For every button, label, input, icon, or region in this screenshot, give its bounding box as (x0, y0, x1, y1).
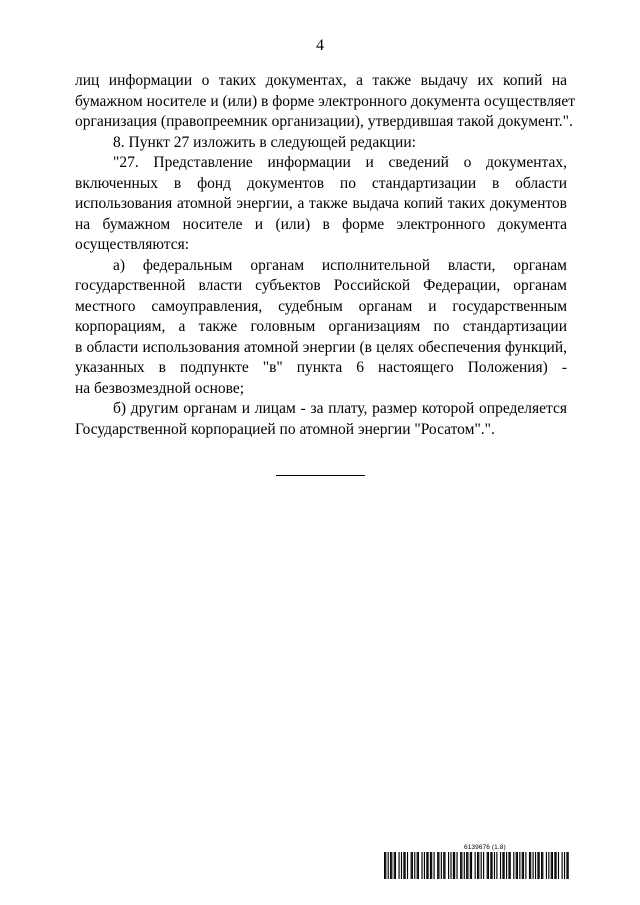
barcode-bar (488, 852, 489, 879)
barcode-bar (441, 852, 442, 879)
paragraph-subpoint-b (75, 399, 567, 440)
barcode-bar (454, 852, 455, 879)
barcode-bar (522, 852, 523, 879)
paragraph-item-8 (75, 133, 567, 154)
barcode-bar (421, 852, 422, 879)
barcode-bar (552, 852, 553, 879)
barcode-bar (525, 852, 526, 879)
barcode-bar (437, 852, 438, 879)
barcode-bar (466, 852, 467, 879)
text-line: на безвозмездной основе; (75, 379, 245, 397)
barcode-bar (566, 852, 567, 879)
page-number: 4 (316, 37, 324, 54)
text-line: б) другим органам и лицам - за плату, размер которой определяется (113, 400, 567, 417)
barcode-bar (510, 852, 511, 879)
barcode-bar (504, 852, 505, 879)
barcode-bar (411, 852, 412, 879)
barcode-bar (438, 852, 439, 879)
barcode-bar (500, 852, 501, 879)
text-line: в области использования атомной энергии (в целях обеспечения функций, (75, 338, 567, 356)
barcode-bar (427, 852, 428, 879)
text-line: организация (правопреемник организации), утвердившая такой документ.". (75, 113, 573, 130)
text-line: местного самоуправления, судебным органам и государственным (75, 297, 567, 315)
barcode-bar (414, 852, 415, 879)
barcode-bar (471, 852, 472, 879)
barcode-bar (477, 852, 478, 879)
barcode-bar (558, 852, 559, 879)
barcode-bar (405, 852, 406, 879)
barcode-bar (450, 852, 451, 879)
barcode-bar (388, 852, 389, 879)
barcode-bar (542, 852, 543, 879)
barcode-bar (523, 852, 524, 879)
barcode-bar (490, 852, 491, 879)
document-body (75, 71, 576, 440)
text-line: "27. Представление информации и сведений о документах, (113, 154, 567, 171)
barcode-bar (384, 852, 385, 879)
text-line: указанных в подпункте "в" пункта 6 настоящего Положения) - (75, 359, 567, 376)
barcode-bar (529, 852, 530, 879)
barcode-bar (385, 852, 386, 879)
barcode-bar (556, 852, 557, 879)
barcode-bar (487, 852, 488, 879)
barcode-bar (448, 852, 449, 879)
barcode-bar (464, 852, 465, 879)
barcode-bar (444, 852, 445, 879)
barcode-bar (551, 852, 552, 879)
barcode-bar (394, 852, 395, 879)
barcode-bar (426, 852, 427, 879)
barcode-bar (530, 852, 531, 879)
text-line: лиц информации о таких документах, а также выдачу их копий на (75, 72, 567, 89)
barcode-bar (517, 852, 518, 879)
text-line: а) федеральным органам исполнительной власти, органам (113, 256, 567, 274)
barcode-bar (470, 852, 471, 879)
barcode-bar (475, 852, 476, 879)
barcode-bar (461, 852, 462, 879)
text-line: на бумажном носителе и (или) в форме электронного документа (75, 215, 567, 233)
barcode-bar (391, 852, 392, 879)
barcode-bar (430, 852, 431, 879)
barcode-bar (513, 852, 514, 879)
end-divider (276, 475, 365, 476)
barcode-bar (494, 852, 495, 879)
barcode-bar (460, 852, 461, 879)
barcode-bar (533, 852, 534, 879)
barcode-bar (554, 852, 555, 879)
barcode-caption: 6139676 (1.8) (464, 844, 506, 851)
barcode (384, 852, 570, 879)
barcode-bar (418, 852, 419, 879)
barcode-bar (564, 852, 565, 879)
paragraph-continuation (75, 71, 576, 133)
text-line: государственной власти субъектов Российской Федерации, органам (75, 277, 567, 294)
text-line: осуществляются: (75, 236, 190, 253)
barcode-bar (541, 852, 542, 879)
barcode-bar (456, 852, 457, 879)
barcode-bar (412, 852, 413, 879)
barcode-bar (539, 852, 540, 879)
barcode-bar (537, 852, 538, 879)
barcode-bar (516, 852, 517, 879)
text-line: использования атомной энергии, а также выдача копий таких документов (75, 195, 567, 212)
barcode-bar (407, 852, 408, 879)
barcode-bar (434, 852, 435, 879)
paragraph-subpoint-a (75, 256, 567, 400)
barcode-bar (395, 852, 396, 879)
barcode-bar (506, 852, 507, 879)
barcode-bar (546, 852, 547, 879)
barcode-bar (568, 852, 569, 879)
paragraph-point-27 (75, 153, 567, 256)
barcode-bar (443, 852, 444, 879)
barcode-bar (431, 852, 432, 879)
barcode-bar (483, 852, 484, 879)
barcode-bar (481, 852, 482, 879)
barcode-bar (417, 852, 418, 879)
barcode-bar (562, 852, 563, 879)
text-line: корпорациям, а также головным организациям по стандартизации (75, 318, 567, 335)
barcode-bar (403, 852, 404, 879)
barcode-bar (496, 852, 497, 879)
barcode-bar (467, 852, 468, 879)
barcode-bar (535, 852, 536, 879)
barcode-bar (548, 852, 549, 879)
text-line: включенных в фонд документов по стандартизации в области (75, 174, 567, 192)
barcode-bar (519, 852, 520, 879)
barcode-bar (424, 852, 425, 879)
barcode-bar (508, 852, 509, 879)
text-line: Государственной корпорацией по атомной энергии "Росатом".". (75, 420, 495, 438)
text-line: бумажном носителе и (или) в форме электронного документа осуществляет (75, 92, 576, 110)
barcode-bar (491, 852, 492, 879)
barcode-bar (502, 852, 503, 879)
barcode-bar (401, 852, 402, 879)
barcode-bar (453, 852, 454, 879)
text-line: 8. Пункт 27 изложить в следующей редакции: (113, 133, 416, 151)
barcode-bar (398, 852, 399, 879)
barcode-bar (478, 852, 479, 879)
barcode-bar (390, 852, 391, 879)
